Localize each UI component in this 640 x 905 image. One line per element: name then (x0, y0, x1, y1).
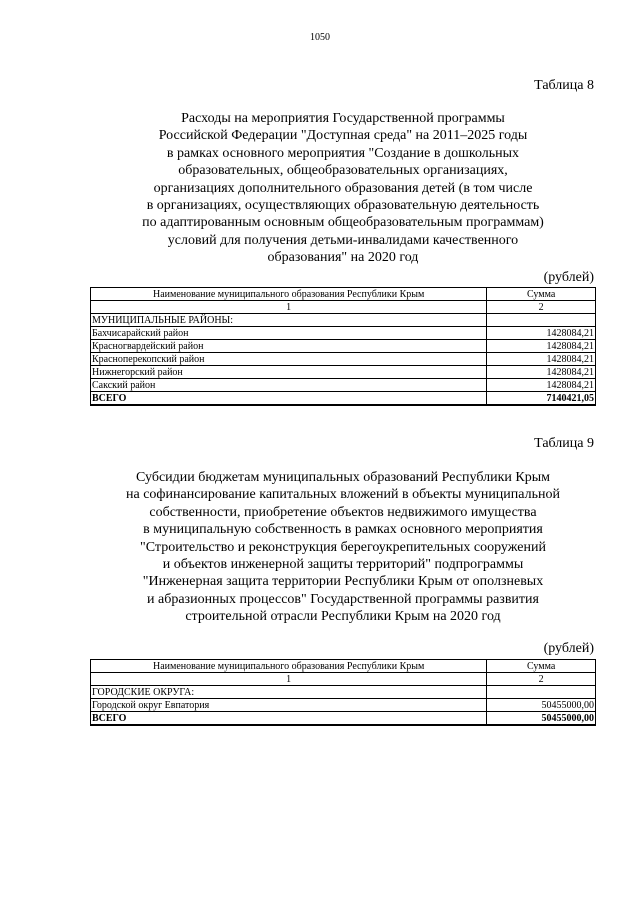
table8 (90, 287, 596, 406)
row-name: Городской округ Евпатория (91, 699, 487, 712)
table-colnum-row (91, 301, 596, 314)
row-name: Сакский район (91, 379, 487, 392)
total-sum: 50455000,00 (487, 712, 596, 726)
table8-title-line: по адаптированным основным общеобразовательным программам) (142, 215, 544, 231)
total-label: ВСЕГО (91, 712, 487, 726)
empty-cell (487, 314, 596, 327)
table-row (91, 353, 596, 366)
row-sum: 1428084,21 (487, 353, 596, 366)
table8-title-line: образовательных, общеобразовательных организациях, (178, 163, 508, 179)
row-name: Красноперекопский район (91, 353, 487, 366)
col-number: 2 (487, 673, 596, 686)
table-row (91, 699, 596, 712)
total-label: ВСЕГО (91, 392, 487, 406)
col-header-name: Наименование муниципального образования Республики Крым (91, 288, 487, 301)
row-name: Нижнегорский район (91, 366, 487, 379)
table-header-row (91, 660, 596, 673)
col-number: 1 (91, 301, 487, 314)
row-sum: 1428084,21 (487, 327, 596, 340)
table-row (91, 379, 596, 392)
table9-title-line: собственности, приобретение объектов недвижимого имущества (149, 504, 537, 520)
table9-title-line: строительной отрасли Республики Крым на 2020 год (185, 609, 501, 625)
table8-title-line: образования" на 2020 год (267, 250, 419, 266)
table9-title (90, 469, 596, 626)
table8-title-line: Расходы на мероприятия Государственной программы (181, 111, 505, 126)
table-row (91, 340, 596, 353)
table-section-row (91, 314, 596, 327)
table9-title-line: Субсидии бюджетам муниципальных образований Республики Крым (136, 470, 550, 485)
row-sum: 1428084,21 (487, 366, 596, 379)
table8-title-line: в рамках основного мероприятия "Создание в дошкольных (166, 145, 520, 161)
row-sum: 1428084,21 (487, 379, 596, 392)
col-header-sum: Сумма (487, 660, 596, 673)
row-name: Красногвардейский район (91, 340, 487, 353)
row-name: Бахчисарайский район (91, 327, 487, 340)
col-number: 2 (487, 301, 596, 314)
page-number: 1050 (310, 32, 330, 43)
table-total-row (91, 392, 596, 406)
empty-cell (487, 686, 596, 699)
table-row (91, 327, 596, 340)
table-colnum-row (91, 673, 596, 686)
table8-title (90, 110, 596, 267)
total-sum: 7140421,05 (487, 392, 596, 406)
table-total-row (91, 712, 596, 726)
table8-units: (рублей) (543, 270, 594, 285)
col-header-name: Наименование муниципального образования Республики Крым (91, 660, 487, 673)
col-header-sum: Сумма (487, 288, 596, 301)
table9-title-line: и объектов инженерной защиты территорий" подпрограммы (162, 557, 524, 573)
table9-title-line: на софинансирование капитальных вложений в объекты муниципальной (126, 487, 560, 503)
table9-label: Таблица 9 (534, 436, 594, 451)
table-section-row (91, 686, 596, 699)
table9-units: (рублей) (543, 641, 594, 656)
table8-title-line: организациях дополнительного образования детей (в том числе (153, 180, 533, 196)
section-label: МУНИЦИПАЛЬНЫЕ РАЙОНЫ: (91, 314, 487, 327)
table8-title-line: условий для получения детьми-инвалидами качественного (167, 232, 519, 248)
section-label: ГОРОДСКИЕ ОКРУГА: (91, 686, 487, 699)
row-sum: 50455000,00 (487, 699, 596, 712)
table-header-row (91, 288, 596, 301)
table9-title-line: в муниципальную собственность в рамках основного мероприятия (143, 522, 543, 538)
row-sum: 1428084,21 (487, 340, 596, 353)
col-number: 1 (91, 673, 487, 686)
table9-title-line: "Инженерная защита территории Республики Крым от оползневых (142, 574, 544, 590)
table8-title-line: в организациях, осуществляющих образовательную деятельность (146, 198, 540, 214)
table9 (90, 659, 596, 726)
table8-title-line: Российской Федерации "Доступная среда" на 2011–2025 годы (158, 128, 528, 144)
table8-label: Таблица 8 (534, 78, 594, 93)
table-row (91, 366, 596, 379)
table9-title-line: "Строительство и реконструкция берегоукрепительных сооружений (140, 539, 546, 555)
table9-title-line: и абразионных процессов" Государственной программы развития (147, 591, 539, 607)
